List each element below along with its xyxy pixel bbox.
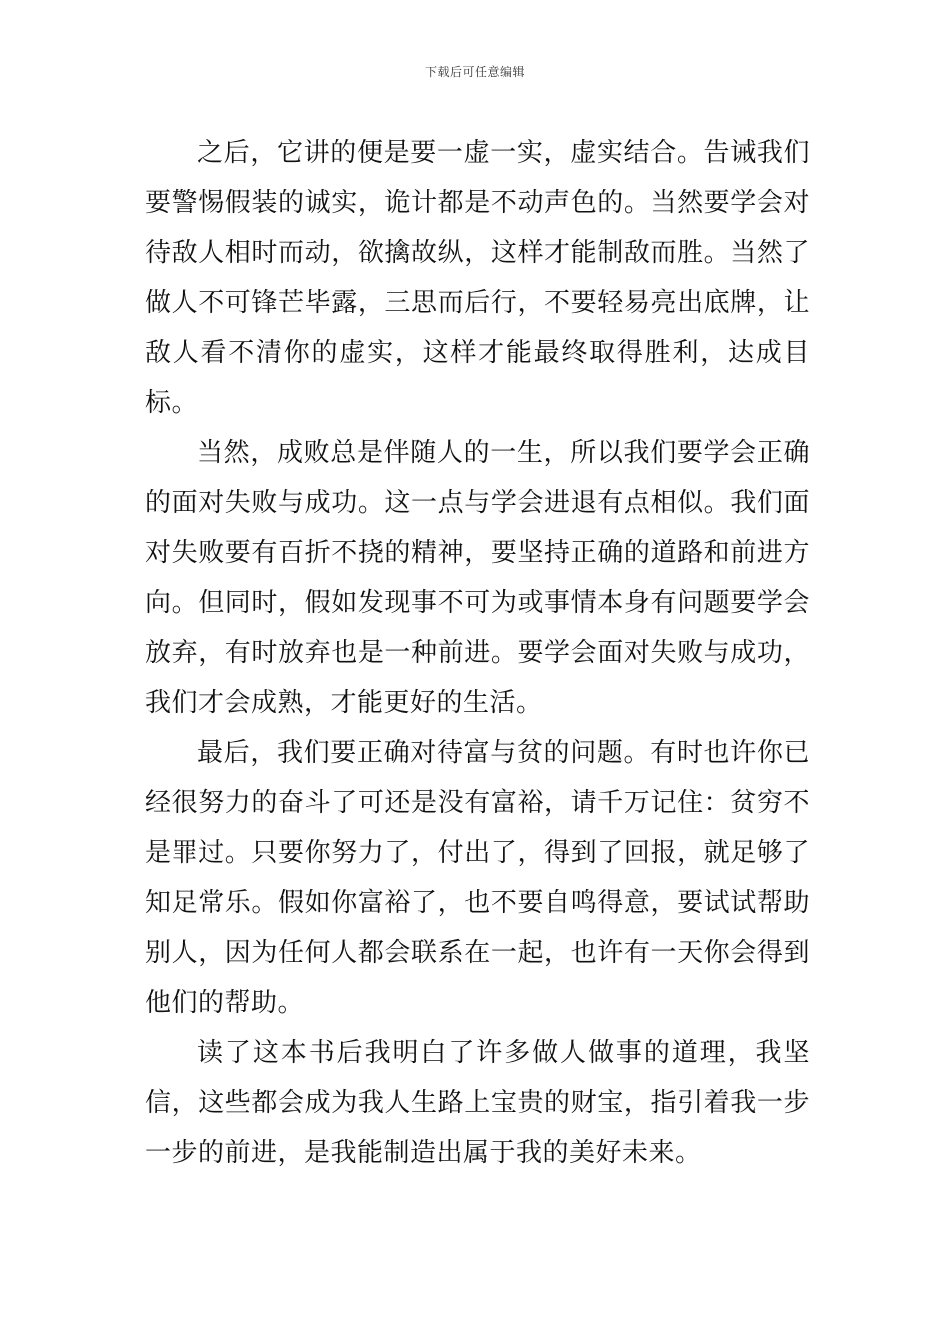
paragraph-3: 最后，我们要正确对待富与贫的问题。有时也许你已经很努力的奋斗了可还是没有富裕，请千万记住：贫穷不是罪过。只要你努力了，付出了，得到了回报，就足够了知足常乐。假如你富裕了，也不要自鸣得意，要试试帮助别人，因为任何人都会联系在一起，也许有一天你会得到他们的帮助。 (145, 738, 810, 1018)
page-header: 下载后可任意编辑 (424, 65, 525, 79)
paragraph-1: 之后，它讲的便是要一虚一实，虚实结合。告诫我们要警惕假装的诚实，诡计都是不动声色的。当然要学会对待敌人相时而动，欲擒故纵，这样才能制敌而胜。当然了做人不可锋芒毕露，三思而后行，不要轻易亮出底牌，让敌人看不清你的虚实，这样才能最终取得胜利，达成目标。 (145, 138, 810, 418)
paragraph-4: 读了这本书后我明白了许多做人做事的道理，我坚信，这些都会成为我人生路上宝贵的财宝，指引着我一步一步的前进，是我能制造出属于我的美好未来。 (145, 1038, 810, 1168)
paragraph-2: 当然，成败总是伴随人的一生，所以我们要学会正确的面对失败与成功。这一点与学会进退有点相似。我们面对失败要有百折不挠的精神，要坚持正确的道路和前进方向。但同时，假如发现事不可为或事情本身有问题要学会放弃，有时放弃也是一种前进。要学会面对失败与成功，我们才会成熟，才能更好的生活。 (145, 438, 810, 718)
document-body (145, 128, 810, 1178)
